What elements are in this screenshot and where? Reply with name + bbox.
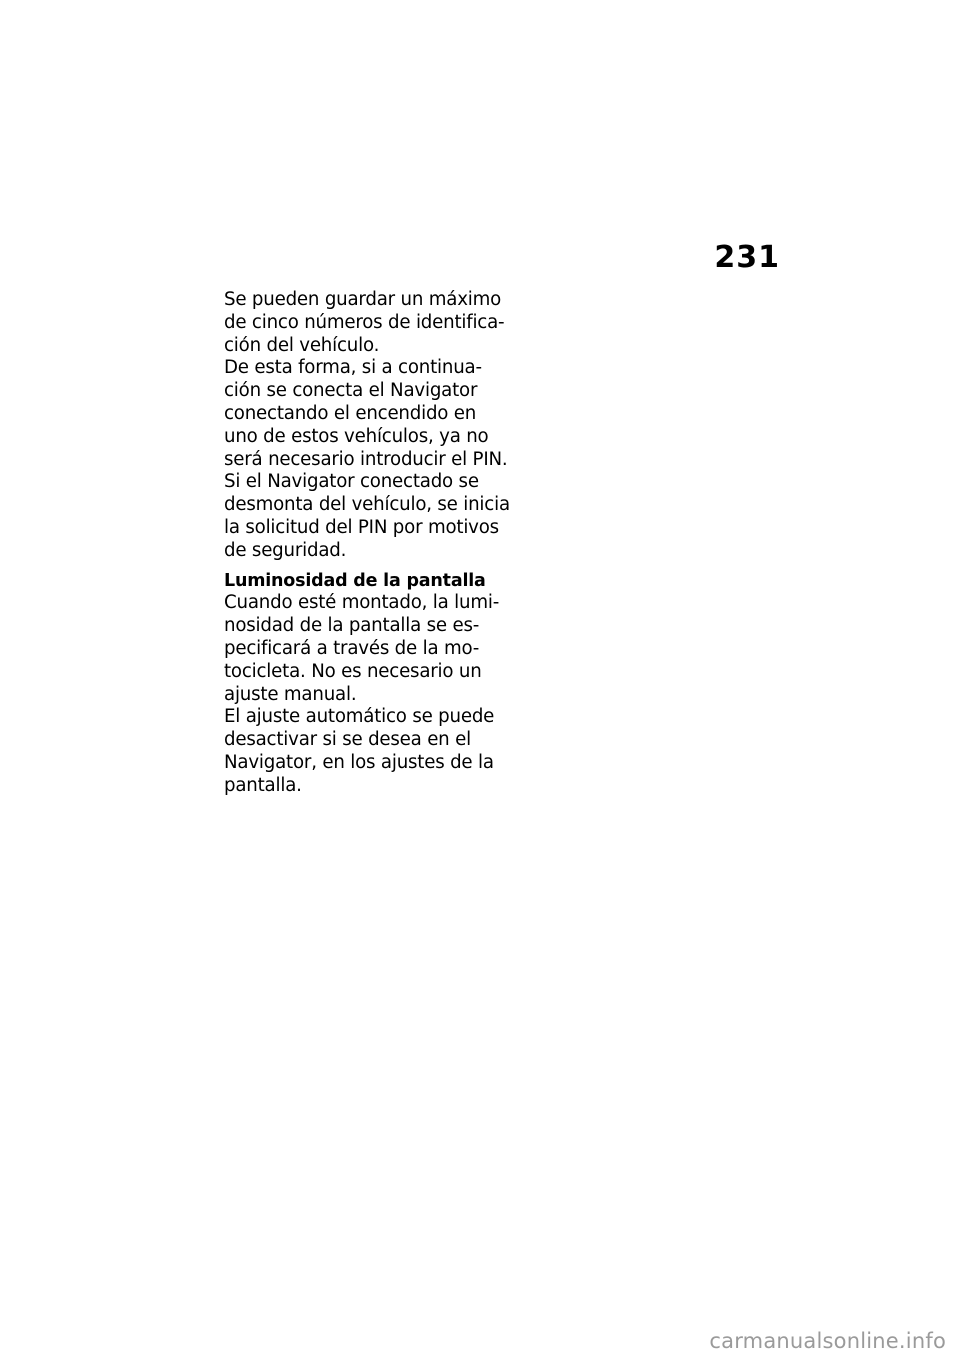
text-line: será necesario introducir el PIN. <box>224 448 508 470</box>
text-line: tocicleta. No es necesario un <box>224 660 482 682</box>
text-line: ajuste manual. <box>224 683 357 705</box>
text-line: pantalla. <box>224 774 302 796</box>
page-number: 231 <box>714 240 780 275</box>
text-line: Cuando esté montado, la lumi- <box>224 592 500 614</box>
paragraph-pin-skip <box>224 357 509 471</box>
paragraph-pin-security <box>224 471 509 562</box>
paragraph-brightness-disable <box>224 706 509 797</box>
text-line: Si el Navigator conectado se <box>224 471 479 493</box>
text-line: de seguridad. <box>224 539 347 561</box>
section-heading: Luminosidad de la pantalla <box>224 570 486 591</box>
text-column <box>224 289 509 798</box>
text-line: desactivar si se desea en el <box>224 729 471 751</box>
watermark: carmanualsonline.info <box>709 1329 946 1353</box>
paragraph-pin-storage <box>224 289 509 357</box>
text-line: De esta forma, si a continua- <box>224 357 482 379</box>
text-line: desmonta del vehículo, se inicia <box>224 494 510 516</box>
section-spacer <box>224 563 509 570</box>
paragraph-brightness-auto <box>224 592 509 706</box>
text-line: la solicitud del PIN por motivos <box>224 516 499 538</box>
text-line: Navigator, en los ajustes de la <box>224 751 494 773</box>
text-line: pecificará a través de la mo- <box>224 637 480 659</box>
text-line: ción del vehículo. <box>224 334 380 356</box>
text-line: de cinco números de identifica- <box>224 311 505 333</box>
text-line: El ajuste automático se puede <box>224 706 495 728</box>
text-line: nosidad de la pantalla se es- <box>224 615 480 637</box>
text-line: ción se conecta el Navigator <box>224 380 478 402</box>
text-line: Se pueden guardar un máximo <box>224 289 502 310</box>
text-line: conectando el encendido en <box>224 402 477 424</box>
text-line: uno de estos vehículos, ya no <box>224 425 489 447</box>
